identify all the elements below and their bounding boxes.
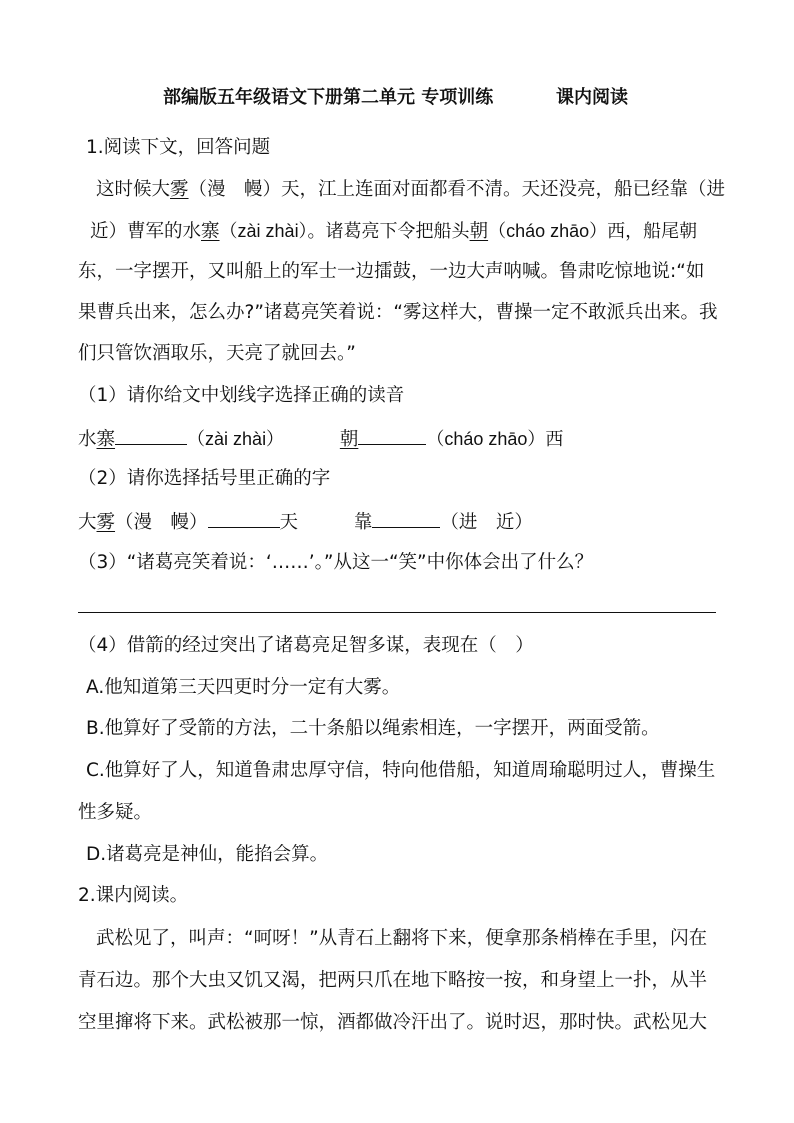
option-a: A.他知道第三天四更时分一定有大雾。: [86, 677, 401, 698]
q2-passage-line-1: 武松见了，叫声：“呵呀！”从青石上翻将下来，便拿那条梢棒在手里，闪在: [96, 928, 708, 949]
answer-blank-man[interactable]: [208, 509, 280, 528]
option-c-line-2: 性多疑。: [78, 802, 153, 823]
underlined-char-chao: 朝: [469, 221, 489, 242]
option-d: D.诸葛亮是神仙，能掐会算。: [86, 844, 329, 865]
title-sub: 课内阅读: [556, 87, 628, 108]
q1-sub4-prompt: （4）借箭的经过突出了诸葛亮足智多谋，表现在（ ）: [78, 635, 534, 656]
q1-heading: 1.阅读下文，回答问题: [86, 137, 271, 158]
q1-sub1-answer-row: 水寨 （zài zhài） 朝 （cháo zhāo）西: [78, 426, 563, 452]
q1-passage-line-3: 东，一字摆开，又叫船上的军士一边擂鼓，一边大声呐喊。鲁肃吃惊地说:“如: [78, 261, 705, 282]
option-c-line-1: C.他算好了人，知道鲁肃忠厚守信，特向他借船，知道周瑜聪明过人，曹操生: [86, 760, 716, 781]
answer-blank-jin[interactable]: [372, 509, 440, 528]
option-b: B.他算好了受箭的方法，二十条船以绳索相连，一字摆开，两面受箭。: [86, 718, 660, 739]
q1-sub2-answer-row: 大雾（漫 幔） 天 靠 （进 近）: [78, 509, 533, 535]
q2-heading: 2.课内阅读。: [78, 885, 189, 906]
page-subtitle: [556, 86, 628, 110]
title-main: 部编版五年级语文下册第二单元 专项训练: [163, 87, 494, 108]
q2-passage-line-3: 空里撺将下来。武松被那一惊，酒都做冷汗出了。说时迟，那时快。武松见大: [78, 1012, 708, 1033]
underlined-char-wu: 雾: [170, 179, 189, 200]
q1-sub1-prompt: （1）请你给文中划线字选择正确的读音: [78, 385, 405, 406]
q1-passage-line-2: 近）曹军的水寨（zài zhài）。诸葛亮下令把船头朝（cháo zhāo）西，船尾朝: [90, 221, 698, 242]
q1-sub3-prompt: （3）“诸葛亮笑着说：‘……’。”从这一“笑”中你体会出了什么？: [78, 552, 594, 573]
q1-sub2-prompt: （2）请你选择括号里正确的字: [78, 468, 331, 489]
answer-blank-chao[interactable]: [358, 426, 426, 445]
q1-passage-line-5: 们只管饮酒取乐，天亮了就回去。”: [78, 343, 356, 364]
q1-passage-line-1: 这时候大雾（漫 幔）天，江上连面对面都看不清。天还没亮，船已经靠（进: [96, 179, 726, 200]
page-title: [163, 86, 493, 110]
q2-passage-line-2: 青石边。那个大虫又饥又渴，把两只爪在地下略按一按，和身望上一扑，从半: [78, 970, 708, 991]
answer-blank-zhai[interactable]: [115, 426, 187, 445]
answer-line[interactable]: [78, 612, 716, 613]
q1-passage-line-4: 果曹兵出来，怎么办?”诸葛亮笑着说：“雾这样大，曹操一定不敢派兵出来。我: [78, 302, 718, 323]
underlined-char-zhai: 寨: [201, 221, 220, 242]
